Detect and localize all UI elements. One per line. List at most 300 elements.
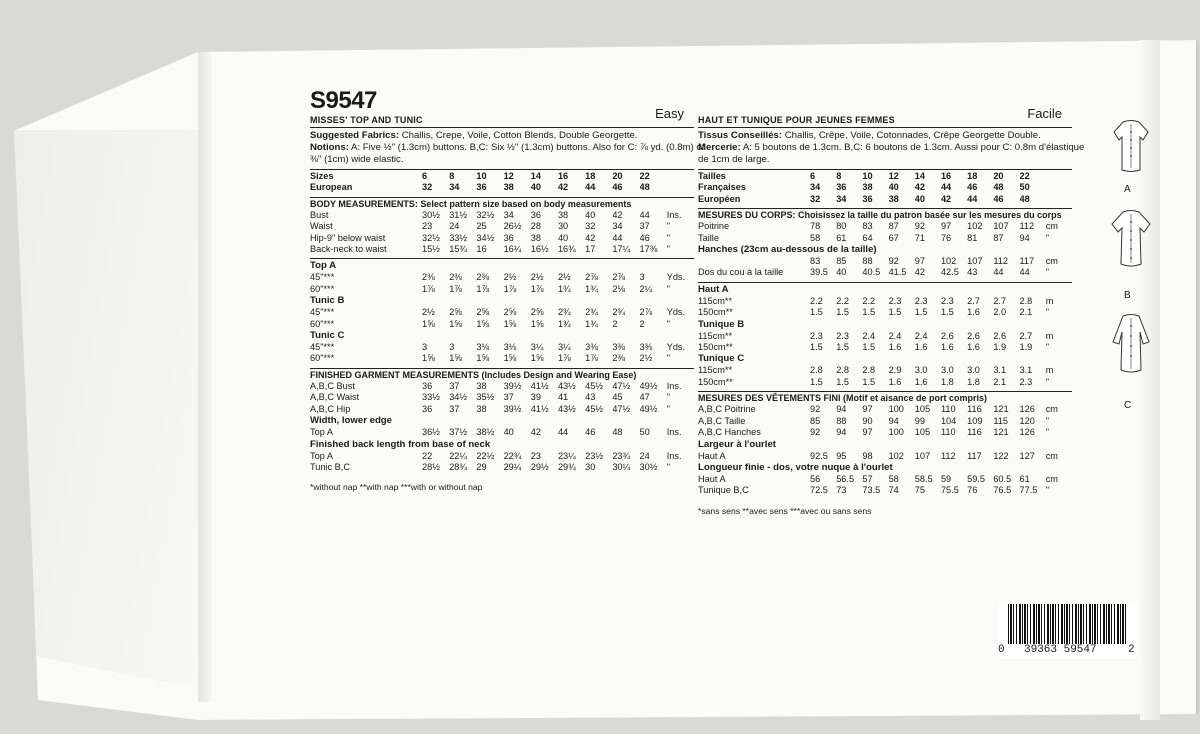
cell: 2⅞: [639, 307, 653, 318]
cell: 22¾: [503, 450, 522, 461]
cell: 2.3: [836, 330, 849, 341]
cell: 99: [914, 415, 925, 426]
table-row: [698, 404, 1072, 415]
cell: 3.1: [993, 365, 1007, 376]
view-c-sketch-icon: [1110, 312, 1152, 374]
cell: 2½: [422, 307, 435, 318]
cell: 43: [967, 267, 978, 278]
cell: 40: [836, 267, 847, 278]
cell: 38: [888, 193, 899, 204]
cell: ": [666, 353, 670, 364]
cell: 1⅝: [530, 353, 544, 364]
pattern-info: [300, 88, 1146, 648]
row-label: Tunic B,C: [310, 461, 350, 472]
cell: 95: [836, 450, 847, 461]
cell: 1.5: [862, 342, 876, 353]
cell: 1⅞: [530, 283, 544, 294]
cell: 87: [993, 232, 1004, 243]
cell: 102: [888, 450, 904, 461]
cell: Ins.: [666, 209, 682, 220]
row-label: 115cm**: [698, 295, 733, 306]
cell: cm: [1045, 221, 1058, 232]
cell: 77.5: [1019, 485, 1038, 496]
row-label: 45"***: [310, 342, 335, 353]
view-b-sketch-icon: [1110, 208, 1152, 270]
table-row: [310, 233, 694, 244]
cell: Yds.: [666, 307, 686, 318]
table-row: [310, 451, 694, 462]
table-row: [698, 233, 1072, 244]
cell: 32½: [476, 209, 495, 220]
cell: 64: [862, 232, 873, 243]
cell: 2.3: [914, 295, 928, 306]
cell: 1.6: [888, 342, 902, 353]
footnote-fr: *sans sens **avec sens ***avec ou sans sens: [698, 505, 872, 516]
table-row: [698, 474, 1072, 485]
cell: 6: [810, 171, 816, 181]
yardage-table: [310, 258, 694, 364]
cell: 1.8: [967, 376, 980, 387]
cell: 2.4: [862, 330, 876, 341]
cell: 1.5: [810, 342, 823, 353]
table-row: [698, 485, 1072, 496]
pattern-title-fr: HAUT ET TUNIQUE POUR JEUNES FEMMES: [698, 114, 1072, 128]
table-row: [698, 416, 1072, 427]
cell: 38: [503, 182, 514, 193]
row-label: Haut A: [698, 473, 726, 484]
cell: 48: [993, 182, 1004, 193]
cell: 34: [810, 182, 821, 193]
cell: 47½: [612, 380, 631, 391]
cell: 39½: [503, 403, 522, 414]
cell: 46: [585, 427, 596, 438]
cell: 2.6: [993, 330, 1007, 341]
table-row: [310, 182, 694, 193]
row-label: Waist: [310, 221, 333, 232]
cell: 1⅝: [530, 318, 544, 329]
cell: 122: [993, 450, 1009, 461]
cell: 78: [810, 221, 821, 232]
cell: 38: [530, 232, 541, 243]
cell: m: [1045, 330, 1054, 341]
cell: 2¾: [585, 307, 598, 318]
cell: 42: [914, 267, 925, 278]
cell: 3⅛: [476, 342, 490, 353]
cell: 2¾: [612, 307, 626, 318]
cell: 2⅝: [449, 307, 462, 318]
barcode-number-left: 0: [998, 644, 1005, 656]
cell: 2⅝: [476, 307, 490, 318]
cell: 2.2: [810, 295, 823, 306]
cell: 2.4: [888, 330, 902, 341]
cell: 42: [530, 427, 541, 438]
cell: 107: [967, 256, 983, 267]
row-label: Françaises: [698, 182, 747, 193]
cell: Yds.: [666, 272, 686, 283]
cell: 107: [993, 221, 1009, 232]
row-label: 60"***: [310, 353, 335, 364]
cell: cm: [1045, 473, 1058, 484]
cell: 1.5: [836, 342, 849, 353]
pattern-title: MISSES' TOP AND TUNIC: [310, 114, 694, 128]
cell: 37: [449, 380, 460, 391]
cell: ": [666, 283, 670, 294]
table-row: [310, 210, 694, 221]
cell: 46: [993, 193, 1004, 204]
cell: 45½: [585, 380, 604, 391]
notions-line-2: ⅜" (1cm) wide elastic.: [310, 154, 404, 165]
body-measurements-fr: [698, 208, 1072, 279]
row-label: 150cm**: [698, 376, 733, 387]
cell: 102: [940, 256, 957, 267]
row-label: A,B,C Bust: [310, 380, 355, 391]
cell: 59: [940, 473, 952, 484]
cell: 34: [449, 182, 460, 193]
cell: 45: [612, 392, 623, 403]
row-label: A,B,C Hip: [310, 403, 351, 414]
cell: 42: [914, 182, 925, 193]
cell: 2⅞: [612, 272, 626, 283]
row-label: Hip-9" below waist: [310, 232, 386, 243]
cell: 10: [862, 171, 873, 181]
cell: 2.8: [862, 365, 876, 376]
table-row: [310, 284, 694, 295]
cell: 29¼: [503, 461, 522, 472]
cell: 2.7: [967, 295, 980, 306]
cell: 6: [422, 171, 428, 181]
cell: 44: [585, 182, 596, 193]
cell: 36: [422, 380, 433, 391]
cell: 56: [810, 473, 821, 484]
cell: 92: [914, 221, 925, 232]
finished-measurements-title: FINISHED GARMENT MEASUREMENTS (Includes Design and Wearing Ease): [310, 369, 637, 380]
cell: 98: [862, 450, 873, 461]
cell: 17¼: [612, 244, 631, 255]
row-label: A,B,C Waist: [310, 392, 360, 403]
cell: 58: [888, 473, 899, 484]
cell: 3: [422, 342, 428, 353]
yardage-table-fr: [698, 282, 1072, 388]
row-label: A,B,C Hanches: [698, 427, 761, 438]
view-a-sketch-icon: [1110, 118, 1152, 180]
cell: 83: [810, 256, 821, 267]
cell: 34½: [476, 232, 495, 243]
envelope-flap: [14, 130, 204, 690]
row-label: Poitrine: [698, 221, 730, 232]
table-row: [698, 267, 1072, 278]
cell: 2.1: [1019, 307, 1033, 318]
cell: 16: [557, 171, 569, 181]
cell: 2.1: [993, 376, 1007, 387]
cell: 16¼: [503, 244, 522, 255]
table-row: [698, 182, 1072, 193]
cell: 2.2: [862, 295, 876, 306]
cell: 1⅝: [422, 353, 435, 364]
cell: 1.6: [914, 342, 928, 353]
cell: 1.5: [862, 376, 876, 387]
cell: 1⅝: [503, 353, 517, 364]
cell: ": [666, 232, 670, 243]
cell: 94: [888, 415, 899, 426]
cell: 18: [967, 171, 978, 181]
cell: 92: [810, 404, 821, 415]
cell: 1.9: [993, 342, 1007, 353]
cell: 12: [503, 171, 514, 181]
view-c-label: C: [1124, 400, 1132, 411]
finished-measurements-title-fr: MESURES DES VÊTEMENTS FINI (Motif et aisance de port compris): [698, 393, 988, 404]
cell: 15½: [422, 244, 440, 255]
cell: 2: [612, 318, 618, 329]
cell: 30: [585, 461, 596, 472]
cell: 121: [993, 404, 1009, 415]
cell: 90: [862, 415, 873, 426]
cell: 3⅛: [503, 342, 517, 353]
row-label: 115cm**: [698, 330, 733, 341]
cell: 57: [862, 473, 873, 484]
cell: 1⅝: [476, 353, 490, 364]
cell: 43: [585, 392, 596, 403]
cell: 110: [940, 427, 956, 438]
cell: 1⅞: [449, 283, 462, 294]
cell: ": [666, 221, 670, 232]
row-label: Taille: [698, 232, 719, 243]
cell: 29: [476, 461, 487, 472]
row-label: Bust: [310, 209, 329, 220]
cell: 44: [639, 209, 650, 220]
cell: 36: [530, 209, 541, 220]
cell: 1.6: [967, 307, 980, 318]
english-column: [310, 87, 705, 493]
row-label: 150cm**: [698, 342, 733, 353]
cell: 1⅝: [449, 353, 462, 364]
table-row: [310, 342, 694, 353]
cell: m: [1045, 295, 1054, 306]
row-label: Dos du cou à la taille: [698, 267, 784, 278]
cell: 1.6: [967, 342, 980, 353]
yardage-view-label: Haut A: [698, 283, 729, 295]
cell: 112: [993, 256, 1008, 267]
cell: 48: [1019, 193, 1030, 204]
pattern-code: S9547: [310, 87, 377, 114]
cell: ": [1045, 376, 1049, 387]
cell: ": [1045, 485, 1049, 496]
row-label: Back-neck to waist: [310, 244, 387, 255]
cell: 3.0: [940, 365, 954, 376]
cell: 36: [422, 403, 433, 414]
cell: 1¾: [557, 283, 571, 294]
cell: 24: [639, 450, 650, 461]
cell: 2⅜: [449, 272, 462, 283]
table-row: [310, 319, 694, 330]
cell: 2.6: [940, 330, 954, 341]
cell: 16¾: [557, 244, 576, 255]
difficulty-level: Easy: [655, 106, 684, 121]
cell: 127: [1019, 450, 1035, 461]
cell: 126: [1019, 427, 1035, 438]
row-label: Tunique B,C: [698, 485, 749, 496]
cell: 2⅜: [476, 272, 490, 283]
width-label-fr: Largeur à l'ourlet: [698, 438, 776, 450]
cell: 92: [888, 256, 899, 267]
cell: 126: [1019, 404, 1035, 415]
row-label: 150cm**: [698, 307, 733, 318]
cell: 2.3: [888, 295, 902, 306]
cell: 1⅞: [476, 283, 490, 294]
cell: Ins.: [666, 450, 682, 461]
cell: 2⅛: [612, 283, 626, 294]
body-measurements: [310, 197, 694, 256]
cell: 32: [810, 193, 821, 204]
cell: 45½: [585, 403, 604, 414]
cell: 3⅜: [585, 342, 598, 353]
cell: 35½: [476, 392, 495, 403]
cell: 1.6: [940, 342, 954, 353]
cell: 1.5: [810, 376, 823, 387]
view-a-label: A: [1124, 184, 1131, 195]
cell: 42: [585, 232, 596, 243]
yardage-view-label: Top A: [310, 260, 337, 272]
cell: 105: [914, 404, 931, 415]
cell: 1.5: [914, 307, 928, 318]
cell: 32½: [422, 232, 440, 243]
yardage-view-label: Tunic C: [310, 330, 345, 342]
table-row: [698, 427, 1072, 438]
cell: 100: [888, 404, 904, 415]
cell: 1⅝: [449, 318, 462, 329]
cell: 28: [530, 221, 541, 232]
cell: 44: [967, 193, 978, 204]
cell: 112: [1019, 221, 1035, 232]
cell: 29½: [530, 461, 549, 472]
cell: 40: [530, 182, 541, 193]
cell: 67: [888, 232, 899, 243]
cell: 94: [836, 404, 847, 415]
row-label: 45"***: [310, 272, 335, 283]
cell: 32: [585, 221, 596, 232]
cell: 46: [967, 182, 978, 193]
footnote: *without nap **with nap ***with or without nap: [310, 482, 483, 493]
cell: 1.5: [888, 307, 902, 318]
cell: 73.5: [862, 485, 881, 496]
table-row: [310, 307, 694, 318]
cell: 107: [914, 450, 931, 461]
cell: 38: [476, 403, 487, 414]
cell: 1.9: [1019, 342, 1033, 353]
cell: 2.9: [888, 365, 902, 376]
cell: 30¼: [612, 461, 631, 472]
cell: 112: [940, 450, 956, 461]
cell: 1⅞: [503, 283, 517, 294]
row-label: Tailles: [698, 171, 726, 181]
cell: ": [1045, 267, 1049, 278]
cell: 3: [449, 342, 455, 353]
cell: 117: [967, 450, 982, 461]
cell: 100: [888, 427, 904, 438]
cell: 87: [888, 221, 899, 232]
cell: 22: [422, 450, 433, 461]
cell: 10: [476, 171, 487, 181]
barcode: [998, 604, 1138, 658]
width-label: Width, lower edge: [310, 415, 392, 427]
cell: ": [1045, 342, 1049, 353]
cell: 72.5: [810, 485, 828, 496]
cell: 20: [993, 171, 1004, 181]
cell: ": [666, 403, 670, 414]
cell: 44: [940, 182, 952, 193]
yardage-view-label: Tunic B: [310, 295, 345, 307]
cell: 41½: [530, 380, 549, 391]
cell: 2⅝: [503, 307, 517, 318]
cell: 1⅞: [585, 353, 598, 364]
cell: 34: [612, 221, 623, 232]
cell: 97: [862, 427, 873, 438]
cell: 61: [836, 232, 847, 243]
table-row: [310, 404, 694, 415]
cell: 38: [557, 209, 569, 220]
cell: 1¾: [585, 318, 598, 329]
cell: 2.7: [993, 295, 1007, 306]
cell: 2½: [530, 272, 544, 283]
cell: 94: [836, 427, 847, 438]
cell: 92.5: [810, 450, 828, 461]
cell: 44: [993, 267, 1004, 278]
cell: 44: [612, 232, 623, 243]
cell: 2.8: [1019, 295, 1033, 306]
cell: 38: [862, 182, 873, 193]
cell: 49½: [639, 403, 658, 414]
cell: 34½: [449, 392, 468, 403]
cell: 20: [612, 171, 623, 181]
cell: 88: [862, 256, 873, 267]
cell: 42.5: [940, 267, 959, 278]
table-row: [698, 194, 1072, 205]
cell: 116: [967, 427, 982, 438]
cell: 71: [914, 232, 925, 243]
cell: 23¼: [557, 450, 576, 461]
table-row: [310, 171, 694, 182]
cell: Ins.: [666, 380, 682, 391]
cell: 2.8: [836, 365, 849, 376]
cell: 46: [639, 232, 650, 243]
cell: 2½: [639, 353, 653, 364]
cell: 23: [422, 221, 433, 232]
cell: 1⅞: [422, 283, 435, 294]
cell: 1.8: [940, 376, 954, 387]
cell: 2.8: [810, 365, 823, 376]
cell: 33½: [449, 232, 468, 243]
cell: 23½: [585, 450, 604, 461]
cell: 76: [967, 485, 978, 496]
yardage-view-label: Tunique C: [698, 353, 745, 365]
row-label: Top A: [310, 450, 333, 461]
cell: 47½: [612, 403, 631, 414]
cell: 41½: [530, 403, 549, 414]
row-label: European: [310, 182, 353, 193]
cell: 38: [476, 380, 487, 391]
cell: 37½: [449, 427, 468, 438]
envelope-fold: [198, 52, 212, 702]
cell: 73: [836, 485, 847, 496]
length-label-fr: Longueur finie - dos, votre nuque à l'ourlet: [698, 461, 893, 473]
barcode-bars: [1008, 604, 1126, 644]
cell: 39: [530, 392, 541, 403]
cell: 115: [993, 415, 1008, 426]
cell: 2¾: [557, 307, 571, 318]
cell: 46: [612, 182, 623, 193]
cell: 85: [836, 256, 847, 267]
barcode-number: 39363 59547: [1024, 644, 1097, 656]
cell: 29¾: [557, 461, 576, 472]
